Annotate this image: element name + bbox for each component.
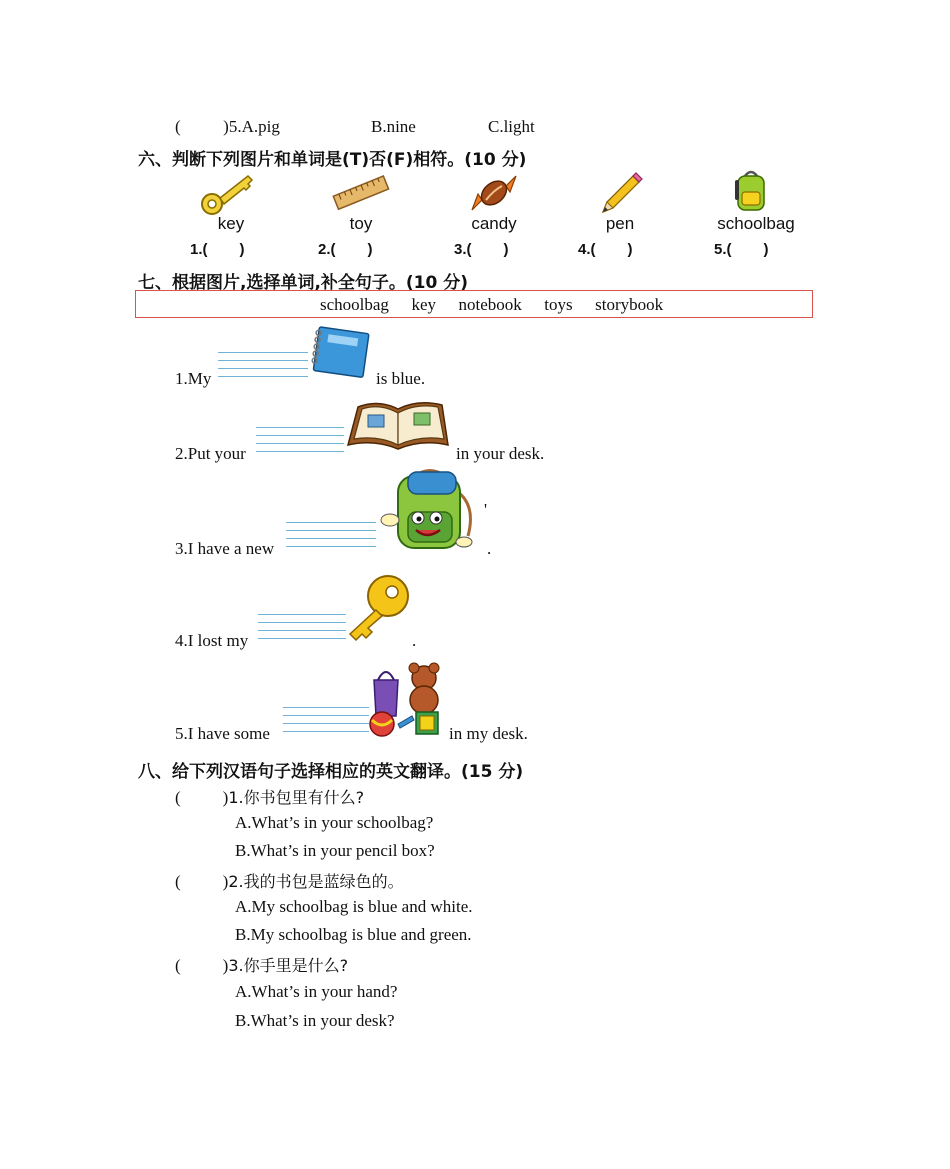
notebook-icon [308, 326, 372, 380]
option-b: B.What’s in your pencil box? [235, 841, 435, 860]
answer-paren-close: ) [222, 956, 229, 975]
word-bank [320, 295, 663, 315]
answer-paren-close: ) [763, 241, 769, 258]
word-bank-item: toys [544, 295, 573, 314]
answer-paren-open: ( [175, 872, 181, 891]
option-b: B.What’s in your desk? [235, 1011, 395, 1030]
sentence-5-prefix: 5.I have some [175, 724, 270, 743]
answer-number: 3.( [454, 241, 472, 258]
pic-answer-4[interactable] [578, 241, 633, 258]
sentence-4-prefix: 4.I lost my [175, 631, 249, 650]
answer-paren-open: ( [175, 788, 181, 807]
schoolbag-icon [380, 466, 480, 552]
option-a: A.What’s in your hand? [235, 982, 398, 1001]
sentence-5-suffix: in my desk. [449, 724, 528, 743]
pic-label-toy: toy [349, 214, 373, 233]
option-a: A.What’s in your schoolbag? [235, 813, 434, 832]
word-bank-box [135, 290, 813, 318]
word-bank-item: notebook [458, 295, 522, 314]
sentence-1-prefix: 1.My [175, 369, 212, 388]
storybook-icon [344, 395, 452, 457]
sentence-2-prefix: 2.Put your [175, 444, 246, 463]
pencil-icon [595, 170, 645, 216]
option-c: C.light [488, 117, 535, 136]
candy-icon [466, 170, 522, 216]
toys-icon [368, 660, 450, 740]
word-bank-item: storybook [595, 295, 664, 314]
pic-label-pen: pen [605, 214, 635, 233]
key-icon [346, 572, 412, 642]
section8-title: 八、给下列汉语句子选择相应的英文翻译。(15 分) [138, 762, 524, 782]
ruler-icon [330, 170, 390, 216]
answer-paren-open: ( [175, 117, 181, 136]
answer-paren-close: ) [503, 241, 509, 258]
section6-title: 六、判断下列图片和单词是(T)否(F)相符。(10 分) [138, 150, 527, 170]
sentence-3-suffix: . [487, 539, 492, 558]
sentence-1-suffix: is blue. [376, 369, 426, 388]
key-icon [196, 168, 260, 218]
option-b: B.nine [371, 117, 416, 136]
answer-paren-close: ) [367, 241, 373, 258]
sentence-2-suffix: in your desk. [456, 444, 545, 463]
answer-blank-lines-3[interactable] [286, 522, 376, 554]
answer-paren-close: ) [222, 788, 229, 807]
answer-number: 5.( [714, 241, 732, 258]
word-bank-item: key [411, 295, 436, 314]
option-a: A.My schoolbag is blue and white. [235, 897, 473, 916]
question-text: 2.我的书包是蓝绿色的。 [228, 872, 404, 891]
answer-blank-lines-2[interactable] [256, 427, 344, 459]
answer-blank-lines-4[interactable] [258, 614, 346, 646]
answer-paren-close: ) [627, 241, 633, 258]
answer-number: 2.( [318, 241, 336, 258]
option-b: B.My schoolbag is blue and green. [235, 925, 472, 944]
pic-answer-5[interactable] [714, 241, 769, 258]
answer-paren-open: ( [175, 956, 181, 975]
pic-answer-3[interactable] [454, 241, 509, 258]
pic-label-candy: candy [471, 214, 517, 233]
schoolbag-icon [733, 170, 769, 214]
pic-answer-2[interactable] [318, 241, 373, 258]
section7-title: 七、根据图片,选择单词,补全句子。(10 分) [138, 273, 469, 293]
answer-number: 4.( [578, 241, 596, 258]
answer-blank-lines-1[interactable] [218, 352, 308, 384]
question-text: 5.A.pig [228, 117, 280, 136]
translation-question-2 [175, 869, 404, 892]
answer-paren-close: ) [222, 872, 229, 891]
translation-question-3 [175, 953, 348, 976]
pic-label-schoolbag: schoolbag [717, 214, 795, 233]
answer-paren-close: ) [223, 117, 229, 136]
pic-answer-1[interactable] [190, 241, 245, 258]
answer-blank-lines-5[interactable] [283, 707, 369, 739]
question-text: 3.你手里是什么? [228, 956, 349, 975]
translation-question-1 [175, 785, 364, 808]
answer-paren-close: ) [239, 241, 245, 258]
top-question-5 [175, 117, 280, 137]
answer-number: 1.( [190, 241, 208, 258]
sentence-3-prefix: 3.I have a new [175, 539, 275, 558]
sentence-4-suffix: . [412, 631, 417, 650]
pic-label-key: key [217, 214, 245, 233]
stray-mark: ' [484, 500, 488, 519]
question-text: 1.你书包里有什么? [228, 788, 365, 807]
word-bank-item: schoolbag [320, 295, 389, 314]
